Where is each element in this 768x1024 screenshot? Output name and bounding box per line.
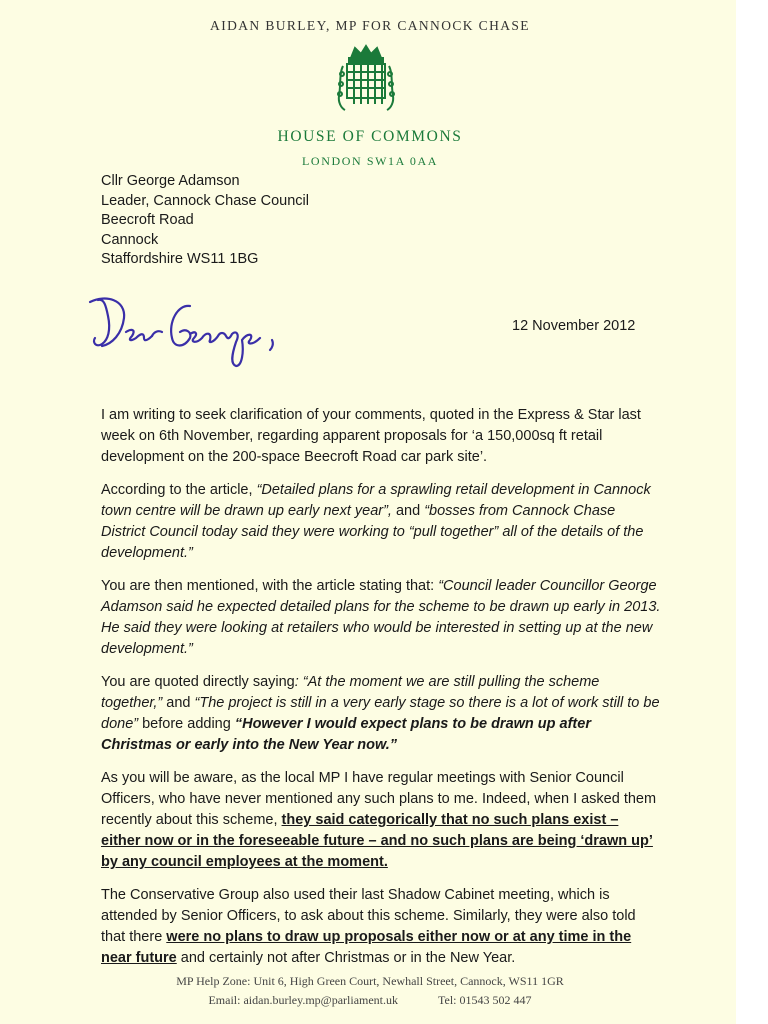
footer-tel: Tel: 01543 502 447 — [438, 993, 532, 1007]
house-of-commons-heading: HOUSE OF COMMONS — [277, 128, 463, 145]
quote: “bosses from Cannock Chase District Council today said they were working to “pull together” all of the details of the development.” — [101, 503, 644, 561]
address-line: Beecroft Road — [101, 212, 194, 228]
letter-body — [101, 405, 661, 981]
quote: “Detailed plans for a sprawling retail development in Cannock town centre will be drawn up early next year”, — [101, 482, 651, 519]
letter-date: 12 November 2012 — [512, 318, 636, 334]
paragraph: I am writing to seek clarification of your comments, quoted in the Express & Star last week on 6th November, regarding apparent proposals for ‘a 150,000sq ft retail development on the 200-space Beecroft Road car park site’. — [101, 407, 641, 465]
text-run: The Conservative Group also used their last Shadow Cabinet meeting, which is attended by Senior Officers, to ask about this scheme. Similarly, they were also told that there — [101, 887, 636, 945]
handwritten-salutation — [86, 292, 301, 382]
text-run: before adding — [138, 716, 235, 732]
footer-help-zone: MP Help Zone: Unit 6, High Green Court, Newhall Street, Cannock, WS11 1GR — [176, 974, 564, 988]
address-line: Cllr George Adamson — [101, 173, 240, 189]
text-run: and — [391, 503, 425, 519]
quote: “The project is still in a very early stage so there is a lot of work still to be done” — [101, 695, 660, 732]
portcullis-icon — [337, 44, 395, 112]
emphasised-quote: “However I would expect plans to be drawn up after Christmas or early into the New Year now.” — [101, 716, 591, 753]
text-run: You are then mentioned, with the article stating that: — [101, 578, 439, 594]
text-run: You are quoted directly saying — [101, 674, 295, 690]
footer-contact — [0, 993, 740, 1008]
text-run: As you will be aware, as the local MP I have regular meetings with Senior Council Officers, who have never mentioned any such plans to me. Indeed, when I asked them recently about this scheme, — [101, 770, 657, 828]
text-run: According to the article, — [101, 482, 257, 498]
page-edge — [736, 0, 768, 1024]
address-line: Staffordshire WS11 1BG — [101, 251, 259, 267]
paragraph — [101, 768, 661, 873]
address-line: Leader, Cannock Chase Council — [101, 192, 309, 209]
quote: : “At the moment we are still pulling the scheme together,” — [101, 674, 600, 711]
footer-email: Email: aidan.burley.mp@parliament.uk — [208, 993, 399, 1007]
text-run: and certainly not after Christmas or in the New Year. — [176, 950, 516, 966]
emphasised-statement: they said categorically that no such plans exist – either now or in the foreseeable future – and no such plans are being ‘drawn up’ by any council employees at the moment. — [101, 812, 653, 870]
emphasised-statement: were no plans to draw up proposals either now or at any time in the near future — [101, 929, 632, 966]
quote: “Council leader Councillor George Adamson said he expected detailed plans for the scheme to be drawn up early in 2013. He said they were looking at retailers who would be interested in setting up at the new development.” — [101, 578, 661, 657]
paragraph — [101, 672, 661, 756]
paragraph — [101, 480, 661, 564]
address-line: Cannock — [101, 231, 159, 248]
postal-address-heading: LONDON SW1A 0AA — [302, 154, 438, 168]
recipient-address — [101, 172, 309, 270]
text-run: and — [162, 695, 195, 711]
mp-name-heading: AIDAN BURLEY, MP FOR CANNOCK CHASE — [210, 18, 530, 33]
paragraph — [101, 885, 661, 969]
paragraph — [101, 576, 661, 660]
